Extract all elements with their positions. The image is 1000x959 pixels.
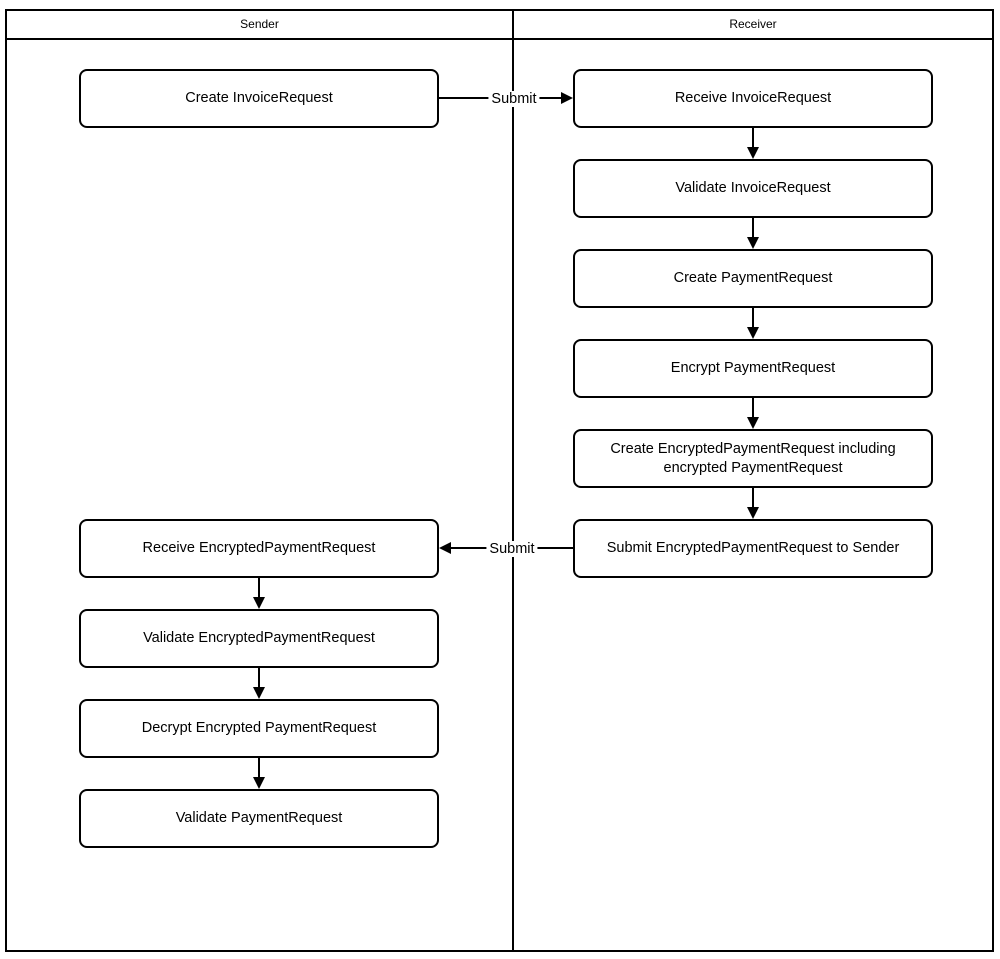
- arrow-line: [752, 488, 754, 507]
- node-receive-invoicerequest: [573, 69, 933, 128]
- node-label: Validate InvoiceRequest: [675, 180, 831, 196]
- flow-arrow-encrypt-to-create-encrypted: [747, 398, 759, 429]
- node-label: Receive InvoiceRequest: [674, 90, 832, 106]
- lane-header-sender-label: Sender: [240, 16, 279, 31]
- flow-arrow-create-to-encrypt: [747, 308, 759, 339]
- arrow-down-icon: [747, 147, 759, 159]
- node-label: Encrypt PaymentRequest: [670, 360, 836, 376]
- flow-arrow-receive-to-validate: [747, 128, 759, 159]
- lane-header-sender: [7, 9, 512, 40]
- arrow-line: [752, 218, 754, 237]
- node-encrypt-paymentrequest: [573, 339, 933, 398]
- node-submit-encryptedpaymentrequest-to-sender: [573, 519, 933, 578]
- node-label: Create InvoiceRequest: [185, 90, 333, 106]
- node-create-encryptedpaymentrequest: [573, 429, 933, 488]
- node-validate-invoicerequest: [573, 159, 933, 218]
- flow-arrow-receive-to-validate-encrypted: [253, 578, 265, 609]
- arrow-down-icon: [747, 507, 759, 519]
- arrow-line: [258, 758, 260, 777]
- arrow-down-icon: [747, 327, 759, 339]
- node-validate-encryptedpaymentrequest: [79, 609, 439, 668]
- arrow-down-icon: [253, 687, 265, 699]
- edge-label-submit-invoice: Submit: [488, 91, 539, 107]
- node-label: Create EncryptedPaymentRequest including encrypted PaymentRequest: [610, 440, 896, 476]
- lane-divider: [512, 9, 514, 952]
- arrow-line: [258, 668, 260, 687]
- flow-arrow-create-encrypted-to-submit: [747, 488, 759, 519]
- edge-label-submit-payment: Submit: [486, 541, 537, 557]
- arrow-down-icon: [747, 237, 759, 249]
- lane-header-receiver-label: Receiver: [729, 16, 777, 31]
- lane-header-receiver: [514, 9, 992, 40]
- node-label: Decrypt Encrypted PaymentRequest: [141, 720, 377, 736]
- node-label: Create PaymentRequest: [673, 270, 833, 286]
- arrow-line: [752, 398, 754, 417]
- node-label: Validate EncryptedPaymentRequest: [143, 630, 375, 646]
- node-validate-paymentrequest: [79, 789, 439, 848]
- node-label: Validate PaymentRequest: [175, 810, 343, 826]
- node-create-invoicerequest: [79, 69, 439, 128]
- arrow-line: [752, 308, 754, 327]
- arrow-down-icon: [747, 417, 759, 429]
- arrow-down-icon: [253, 777, 265, 789]
- flow-arrow-decrypt-to-validate-payment: [253, 758, 265, 789]
- arrow-line: [258, 578, 260, 597]
- node-receive-encryptedpaymentrequest: [79, 519, 439, 578]
- node-label: Submit EncryptedPaymentRequest to Sender: [606, 540, 900, 556]
- node-decrypt-encrypted-paymentrequest: [79, 699, 439, 758]
- node-create-paymentrequest: [573, 249, 933, 308]
- arrow-down-icon: [253, 597, 265, 609]
- arrow-line: [752, 128, 754, 147]
- node-label: Receive EncryptedPaymentRequest: [142, 540, 376, 556]
- arrow-left-icon: [439, 542, 451, 554]
- flow-arrow-validate-to-decrypt: [253, 668, 265, 699]
- flow-arrow-validate-to-create-payment: [747, 218, 759, 249]
- arrow-right-icon: [561, 92, 573, 104]
